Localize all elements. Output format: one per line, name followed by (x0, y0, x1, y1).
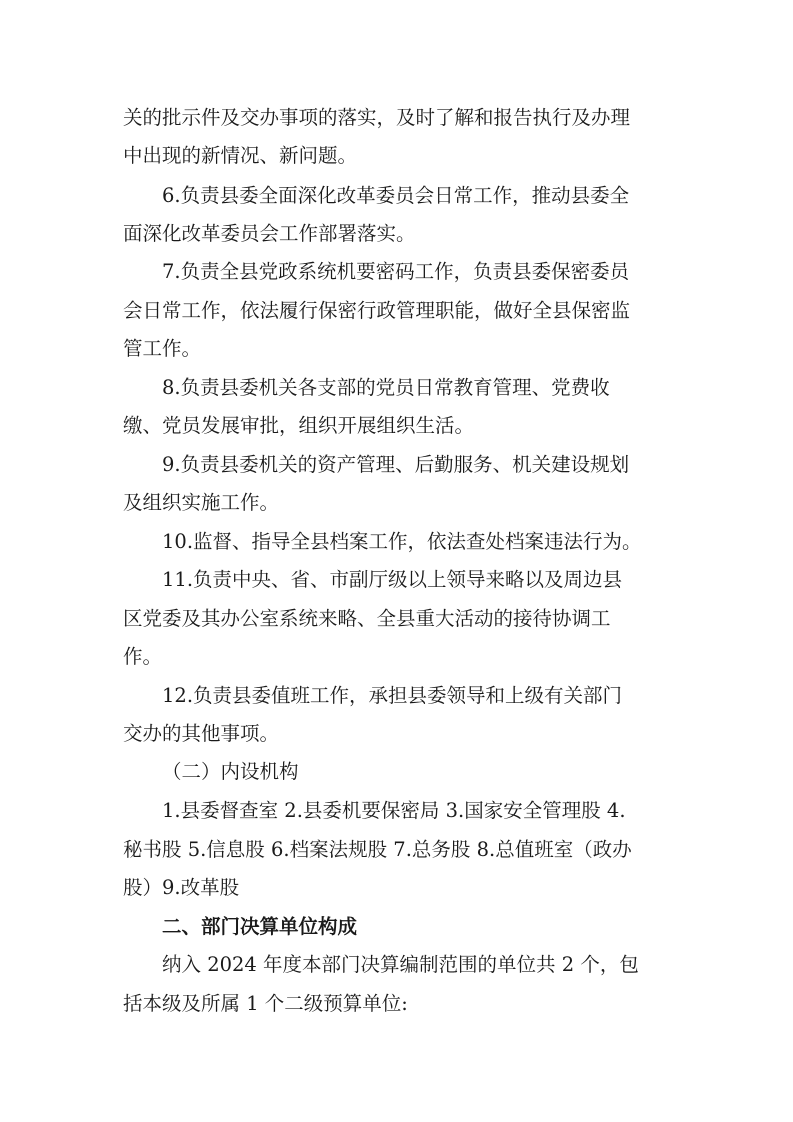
paragraph-line: 8.负责县委机关各支部的党员日常教育管理、党费收 (162, 376, 610, 399)
section-subheading: （二）内设机构 (162, 760, 299, 783)
paragraph-line: 中出现的新情况、新问题。 (123, 144, 358, 167)
paragraph-line: 纳入 2024 年度本部门决算编制范围的单位共 2 个，包 (162, 953, 639, 976)
paragraph-line: 关的批示件及交办事项的落实，及时了解和报告执行及办理 (123, 106, 631, 129)
paragraph-line: 10.监督、指导全县档案工作，依法查处档案违法行为。 (162, 530, 642, 553)
paragraph-line: 作。 (123, 645, 163, 668)
paragraph-line: 面深化改革委员会工作部署落实。 (123, 222, 416, 245)
paragraph-line: 7.负责全县党政系统机要密码工作，负责县委保密委员 (162, 260, 630, 283)
paragraph-line: 9.负责县委机关的资产管理、后勤服务、机关建设规划 (162, 453, 630, 476)
paragraph-line: 及组织实施工作。 (123, 491, 280, 514)
paragraph-line: 缴、党员发展审批，组织开展组织生活。 (123, 414, 475, 437)
paragraph-line: 秘书股 5.信息股 6.档案法规股 7.总务股 8.总值班室（政办 (123, 838, 632, 861)
paragraph-line: 股）9.改革股 (123, 876, 240, 899)
paragraph-line: 交办的其他事项。 (123, 722, 280, 745)
section-heading: 二、部门决算单位构成 (162, 915, 358, 938)
paragraph-line: 1.县委督查室 2.县委机要保密局 3.国家安全管理股 4. (162, 799, 626, 822)
paragraph-line: 会日常工作，依法履行保密行政管理职能，做好全县保密监 (123, 299, 631, 322)
paragraph-line: 括本级及所属 1 个二级预算单位: (123, 992, 408, 1015)
paragraph-line: 12.负责县委值班工作，承担县委领导和上级有关部门 (162, 684, 623, 707)
paragraph-line: 6.负责县委全面深化改革委员会日常工作，推动县委全 (162, 184, 630, 207)
paragraph-line: 管工作。 (123, 337, 202, 360)
paragraph-line: 区党委及其办公室系统来略、全县重大活动的接待协调工 (123, 607, 611, 630)
paragraph-line: 11.负责中央、省、市副厅级以上领导来略以及周边县 (162, 568, 623, 591)
